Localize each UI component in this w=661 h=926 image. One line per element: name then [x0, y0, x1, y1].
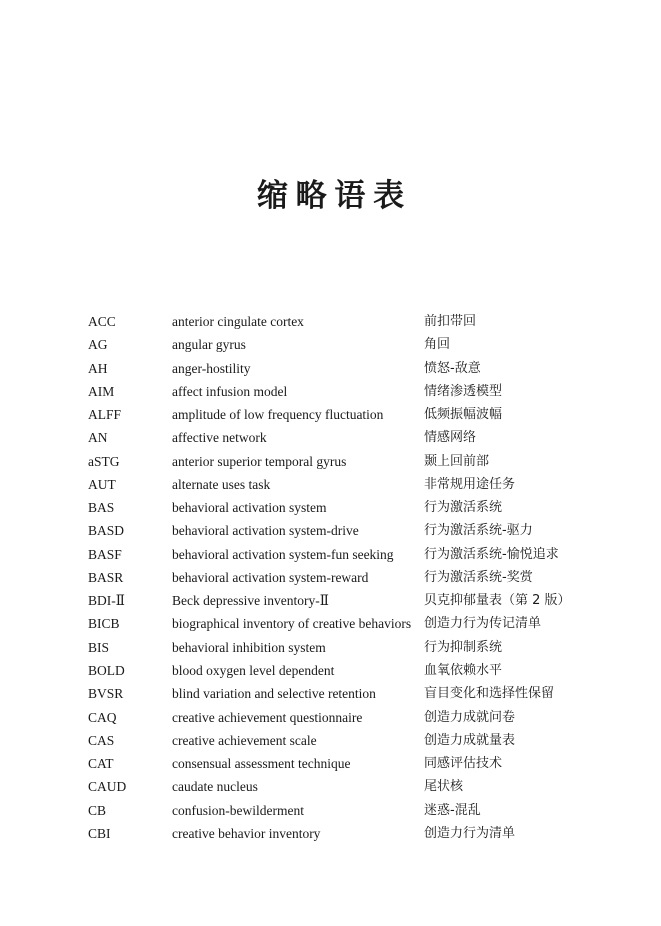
abbreviation-row	[0, 801, 661, 824]
english-term: affect infusion model	[172, 383, 288, 399]
chinese-term: 血氧依赖水平	[424, 662, 503, 678]
english-term: blind variation and selective retention	[172, 686, 376, 702]
chinese-term: 创造力行为传记清单	[424, 616, 542, 632]
abbreviation: ACC	[88, 314, 116, 329]
english-term: behavioral inhibition system	[172, 639, 326, 655]
chinese-term: 行为激活系统-愉悦追求	[424, 546, 559, 562]
abbreviation: AN	[88, 430, 108, 446]
english-term: creative achievement scale	[172, 732, 317, 748]
abbreviation: CAUD	[88, 779, 127, 795]
abbreviation-row	[0, 359, 661, 382]
chinese-term: 角回	[424, 337, 451, 353]
abbreviation: CAS	[88, 732, 115, 748]
abbreviation-row	[0, 498, 661, 521]
abbreviation-row	[0, 708, 661, 731]
abbreviation: BDI-Ⅱ	[88, 593, 125, 609]
chinese-term: 盲目变化和选择性保留	[424, 686, 555, 702]
english-term: Beck depressive inventory-Ⅱ	[172, 593, 329, 609]
abbreviation: BASD	[88, 523, 125, 539]
english-term: alternate uses task	[172, 476, 271, 492]
english-term: biographical inventory of creative behaviors	[172, 616, 412, 632]
abbreviation-row	[0, 614, 661, 637]
abbreviation-row	[0, 638, 661, 661]
abbreviation-row	[0, 335, 661, 358]
chinese-term: 同感评估技术	[424, 756, 503, 772]
chinese-term: 情感网络	[424, 430, 477, 446]
abbreviation-row	[0, 777, 661, 800]
chinese-term: 情绪渗透模型	[424, 383, 503, 399]
abbreviation-list	[0, 312, 661, 847]
abbreviation: BVSR	[88, 686, 124, 702]
abbreviation-row	[0, 382, 661, 405]
abbreviation: BIS	[88, 639, 110, 655]
abbreviation-row	[0, 545, 661, 568]
abbreviation-row	[0, 452, 661, 475]
abbreviation-row	[0, 428, 661, 451]
english-term: creative behavior inventory	[172, 825, 321, 841]
english-term: anterior superior temporal gyrus	[172, 453, 347, 469]
chinese-term: 尾状核	[424, 779, 464, 795]
abbreviation: BOLD	[88, 662, 125, 678]
english-term: affective network	[172, 430, 267, 446]
english-term: anger-hostility	[172, 360, 251, 376]
abbreviation-row	[0, 405, 661, 428]
page-title: 缩 略 语 表	[256, 178, 405, 213]
english-term: behavioral activation system-drive	[172, 523, 359, 539]
abbreviation-row	[0, 731, 661, 754]
chinese-term: 低频振幅波幅	[424, 407, 503, 423]
abbreviation-row	[0, 661, 661, 684]
abbreviation-row	[0, 684, 661, 707]
abbreviation: ALFF	[88, 407, 122, 423]
chinese-term: 创造力成就问卷	[424, 709, 516, 725]
abbreviation-row	[0, 521, 661, 544]
chinese-term: 创造力行为清单	[424, 825, 516, 841]
abbreviation: CB	[88, 802, 107, 818]
abbreviation-row	[0, 754, 661, 777]
english-term: consensual assessment technique	[172, 756, 351, 772]
english-term: confusion-bewilderment	[172, 802, 304, 818]
english-term: behavioral activation system	[172, 500, 327, 516]
chinese-term: 行为激活系统-驱力	[424, 523, 533, 539]
english-term: blood oxygen level dependent	[172, 662, 335, 678]
abbreviation-row	[0, 824, 661, 847]
abbreviation: aSTG	[88, 453, 120, 469]
abbreviation: AIM	[88, 383, 115, 399]
abbreviation: BASR	[88, 569, 124, 585]
abbreviation-row	[0, 568, 661, 591]
english-term: caudate nucleus	[172, 779, 258, 795]
abbreviation-row	[0, 591, 661, 614]
english-term: behavioral activation system-fun seeking	[172, 546, 394, 562]
abbreviation: CAT	[88, 756, 114, 772]
chinese-term: 贝克抑郁量表（第 2 版）	[424, 593, 571, 609]
chinese-term: 前扣带回	[424, 314, 477, 329]
english-term: angular gyrus	[172, 337, 246, 353]
abbreviation: CAQ	[88, 709, 117, 725]
chinese-term: 创造力成就量表	[424, 732, 516, 748]
abbreviation: BAS	[88, 500, 115, 516]
chinese-term: 迷惑-混乱	[424, 802, 481, 818]
abbreviation-row	[0, 312, 661, 335]
chinese-term: 行为激活系统-奖赏	[424, 569, 533, 585]
abbreviation: BICB	[88, 616, 120, 632]
english-term: amplitude of low frequency fluctuation	[172, 407, 384, 423]
english-term: behavioral activation system-reward	[172, 569, 369, 585]
chinese-term: 行为激活系统	[424, 500, 503, 516]
chinese-term: 行为抑制系统	[424, 639, 503, 655]
chinese-term: 非常规用途任务	[424, 476, 516, 492]
abbreviation: AH	[88, 360, 108, 376]
abbreviation: AG	[88, 337, 108, 353]
abbreviation: CBI	[88, 825, 111, 841]
abbreviation: BASF	[88, 546, 122, 562]
chinese-term: 愤怒-敌意	[424, 360, 481, 376]
abbreviation-row	[0, 475, 661, 498]
english-term: anterior cingulate cortex	[172, 314, 304, 329]
chinese-term: 颞上回前部	[424, 453, 490, 469]
abbreviation: AUT	[88, 476, 116, 492]
english-term: creative achievement questionnaire	[172, 709, 363, 725]
